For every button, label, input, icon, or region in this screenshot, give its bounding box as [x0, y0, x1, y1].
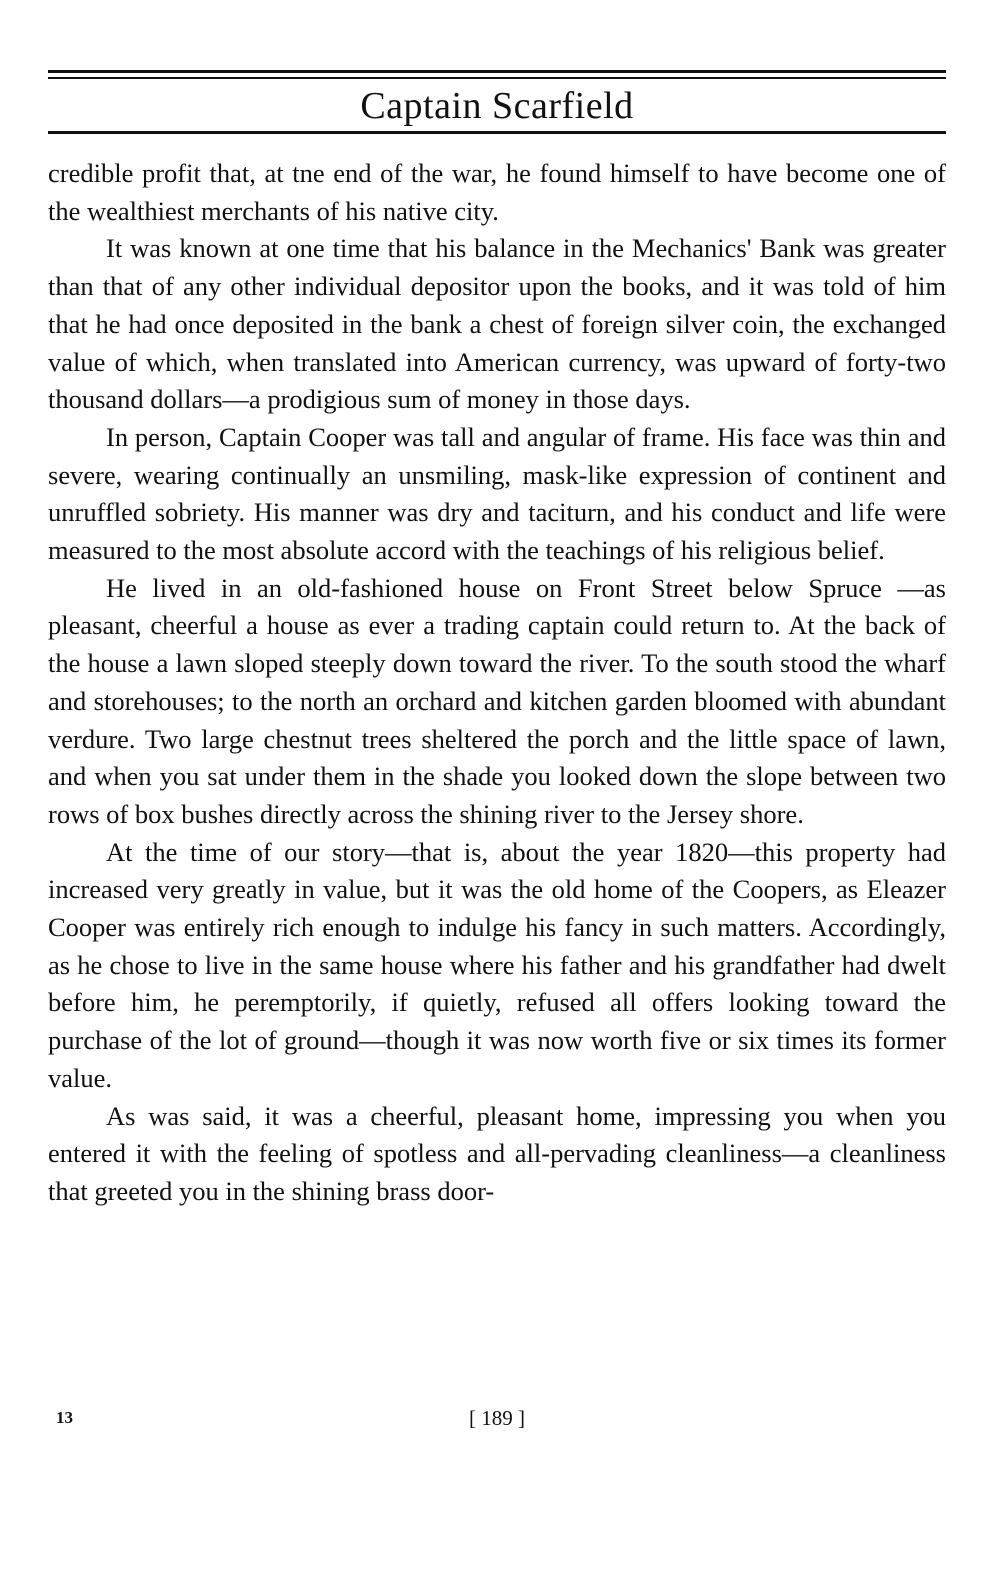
page-footer [48, 1406, 946, 1436]
paragraph: It was known at one time that his balance in the Mechanics' Bank was greater than that of any other individual depositor upon the books, and it was told of him that he had once deposited in the bank a chest of foreign silver coin, the exchanged value of which, when translated into American currency, was upward of forty-two thousand dollars—a prodigious sum of money in those days. [48, 233, 946, 415]
paragraph: As was said, it was a cheerful, pleasant home, impressing you when you entered it with the feeling of spotless and all-pervading cleanliness—a cleanliness that greeted you in the shining brass door- [48, 1100, 946, 1206]
paragraph: He lived in an old-fashioned house on Front Street below Spruce —as pleasant, cheerful a house as ever a trading captain could return to. At the back of the house a lawn sloped steeply down toward the river. To the south stood the wharf and storehouses; to the north an orchard and kitchen garden bloomed with abundant verdure. Two large chestnut trees sheltered the porch and the little space of lawn, and when you sat under them in the shade you looked down the slope between two rows of box bushes directly across the shining river to the Jersey shore. [48, 572, 946, 829]
paragraph: In person, Captain Cooper was tall and angular of frame. His face was thin and severe, wearing continually an unsmiling, mask-like expression of continent and unruffled sobriety. His manner was dry and taciturn, and his conduct and life were measured to the most absolute accord with the teachings of his religious belief. [48, 421, 946, 566]
header-underline-rule [48, 131, 946, 134]
paragraph-continued: credible profit that, at tne end of the war, he found himself to have become one of the wealthiest merchants of his native city. [48, 158, 946, 226]
running-head-title: Captain Scarfield [360, 85, 634, 127]
signature-mark: 13 [56, 1408, 73, 1427]
header-double-rule-top [48, 70, 946, 73]
body-text [48, 155, 946, 1211]
paragraph: At the time of our story—that is, about the year 1820—this property had increased very greatly in value, but it was the old home of the Coopers, as Eleazer Cooper was entirely rich enough to indulge his fancy in such matters. Accordingly, as he chose to live in the same house where his father and his grandfather had dwelt before him, he peremptorily, if quietly, refused all offers looking toward the purchase of the lot of ground—though it was now worth five or six times its former value. [48, 836, 946, 1093]
page-number: [ 189 ] [469, 1406, 525, 1430]
header-double-rule-bottom [48, 77, 946, 79]
